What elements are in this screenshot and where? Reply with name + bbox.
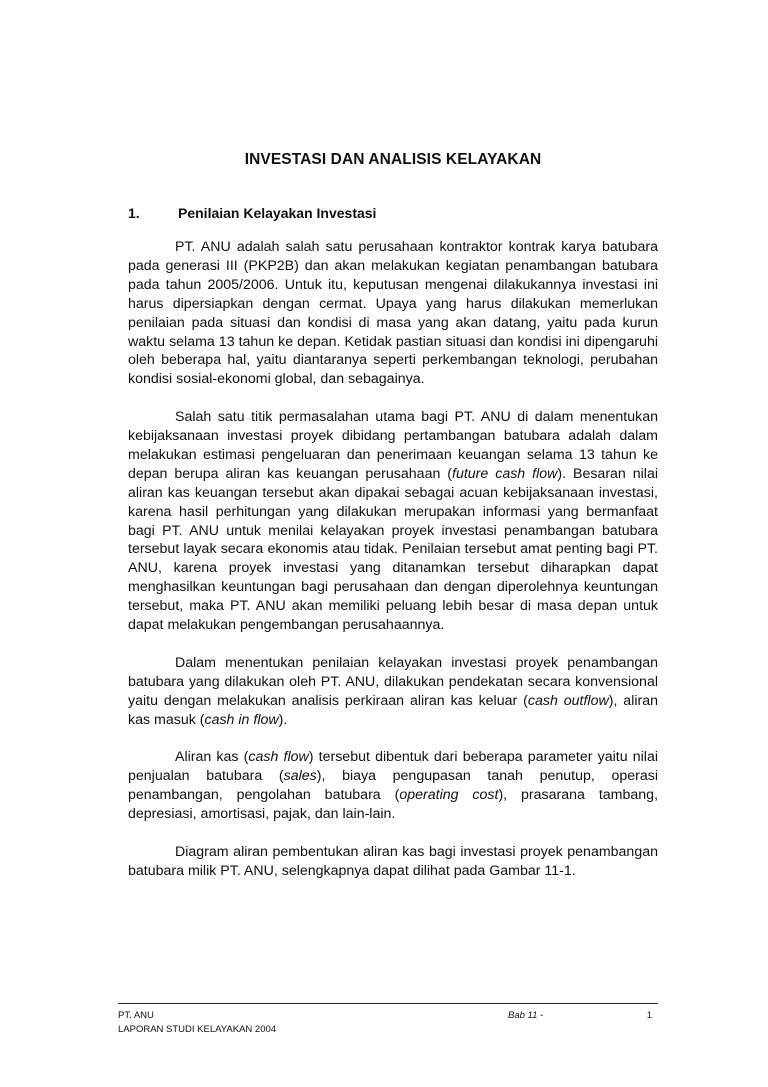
paragraph-4-text-c: ), biaya pengupasan tanah penutup, operasi penambangan, pengolahan batubara (	[128, 768, 659, 804]
term-future-cash-flow: future cash flow	[452, 465, 558, 482]
page-title: INVESTASI DAN ANALISIS KELAYAKAN	[244, 151, 542, 168]
paragraph-3-text-c: ).	[278, 711, 288, 728]
paragraph-4-text-a: Aliran kas (	[175, 749, 249, 766]
paragraph-3	[128, 654, 658, 730]
term-operating-cost: operating cost	[399, 787, 499, 804]
paragraph-2-text-a: Salah satu titik permasalahan utama bagi PT. ANU di dalam menentukan kebijaksanaan investasi proyek dibidang pertambangan batubara adalah dalam melakukan estimasi pengeluaran dan penerimaan keuangan selama 13 tahun ke depan berupa aliran kas keuangan perusahaan (	[128, 409, 658, 482]
paragraph-4	[128, 748, 658, 824]
footer-report-title: LAPORAN STUDI KELAYAKAN 2004	[118, 1024, 277, 1035]
paragraph-4-text-b: ) tersebut dibentuk dari beberapa parameter yaitu nilai penjualan batubara (	[128, 749, 658, 785]
paragraph-5: Diagram aliran pembentukan aliran kas bagi investasi proyek penambangan batubara milik PT. ANU, selengkapnya dapat dilihat pada Gambar 11-1.	[128, 843, 658, 879]
paragraph-2-text-b: ). Besaran nilai aliran kas keuangan tersebut akan dipakai sebagai acuan kebijaksanaan investasi, karena hasil perhitungan yang dilakukan merupakan informasi yang bermanfaat bagi PT. ANU untuk menilai kelayakan proyek investasi penambangan batubara tersebut layak secara ekonomis atau tidak. Penilaian tersebut amat penting bagi PT. ANU, karena proyek investasi yang ditanamkan tersebut diharapkan dapat menghasilkan keuntungan bagi perusahaan dan dengan diperolehnya keuntungan tersebut, maka PT. ANU akan memiliki peluang lebih besar di masa depan untuk dapat melakukan pengembangan perusahaannya.	[128, 465, 658, 634]
term-cash-flow: cash flow	[248, 749, 309, 766]
paragraph-3-text-b: ), aliran kas masuk (	[128, 692, 659, 728]
term-sales: sales	[283, 768, 317, 785]
body-text	[128, 238, 658, 900]
term-cash-in-flow: cash in flow	[204, 711, 279, 728]
footer-company: PT. ANU	[118, 1010, 154, 1021]
footer-divider	[118, 1003, 658, 1004]
section-heading-text: Penilaian Kelayakan Investasi	[178, 205, 377, 221]
paragraph-3-text-a: Dalam menentukan penilaian kelayakan investasi proyek penambangan batubara yang dilakukan oleh PT. ANU, dilakukan pendekatan secara konvensional yaitu dengan melakukan analisis perkiraan aliran kas keluar (	[128, 654, 658, 709]
footer-page-number: 1	[646, 1010, 652, 1021]
paragraph-2	[128, 408, 658, 635]
paragraph-1: PT. ANU adalah salah satu perusahaan kontraktor kontrak karya batubara pada generasi III (PKP2B) dan akan melakukan kegiatan penambangan batubara pada tahun 2005/2006. Untuk itu, keputusan mengenai dilakukannya investasi ini harus dipersiapkan dengan cermat. Upaya yang harus dilakukan memerlukan penilaian pada situasi dan kondisi di masa yang akan datang, yaitu pada kurun waktu selama 13 tahun ke depan. Ketidak pastian situasi dan kondisi ini dipengaruhi oleh beberapa hal, yaitu diantaranya seperti perkembangan teknologi, perubahan kondisi sosial-ekonomi global, dan sebagainya.	[128, 239, 658, 388]
term-cash-outflow: cash outflow	[527, 692, 609, 709]
footer-chapter: Bab 11 -	[508, 1010, 544, 1021]
section-heading	[128, 205, 376, 221]
paragraph-4-text-d: ), prasarana tambang, depresiasi, amortisasi, pajak, dan lain-lain.	[128, 787, 659, 823]
section-number: 1.	[128, 205, 140, 221]
